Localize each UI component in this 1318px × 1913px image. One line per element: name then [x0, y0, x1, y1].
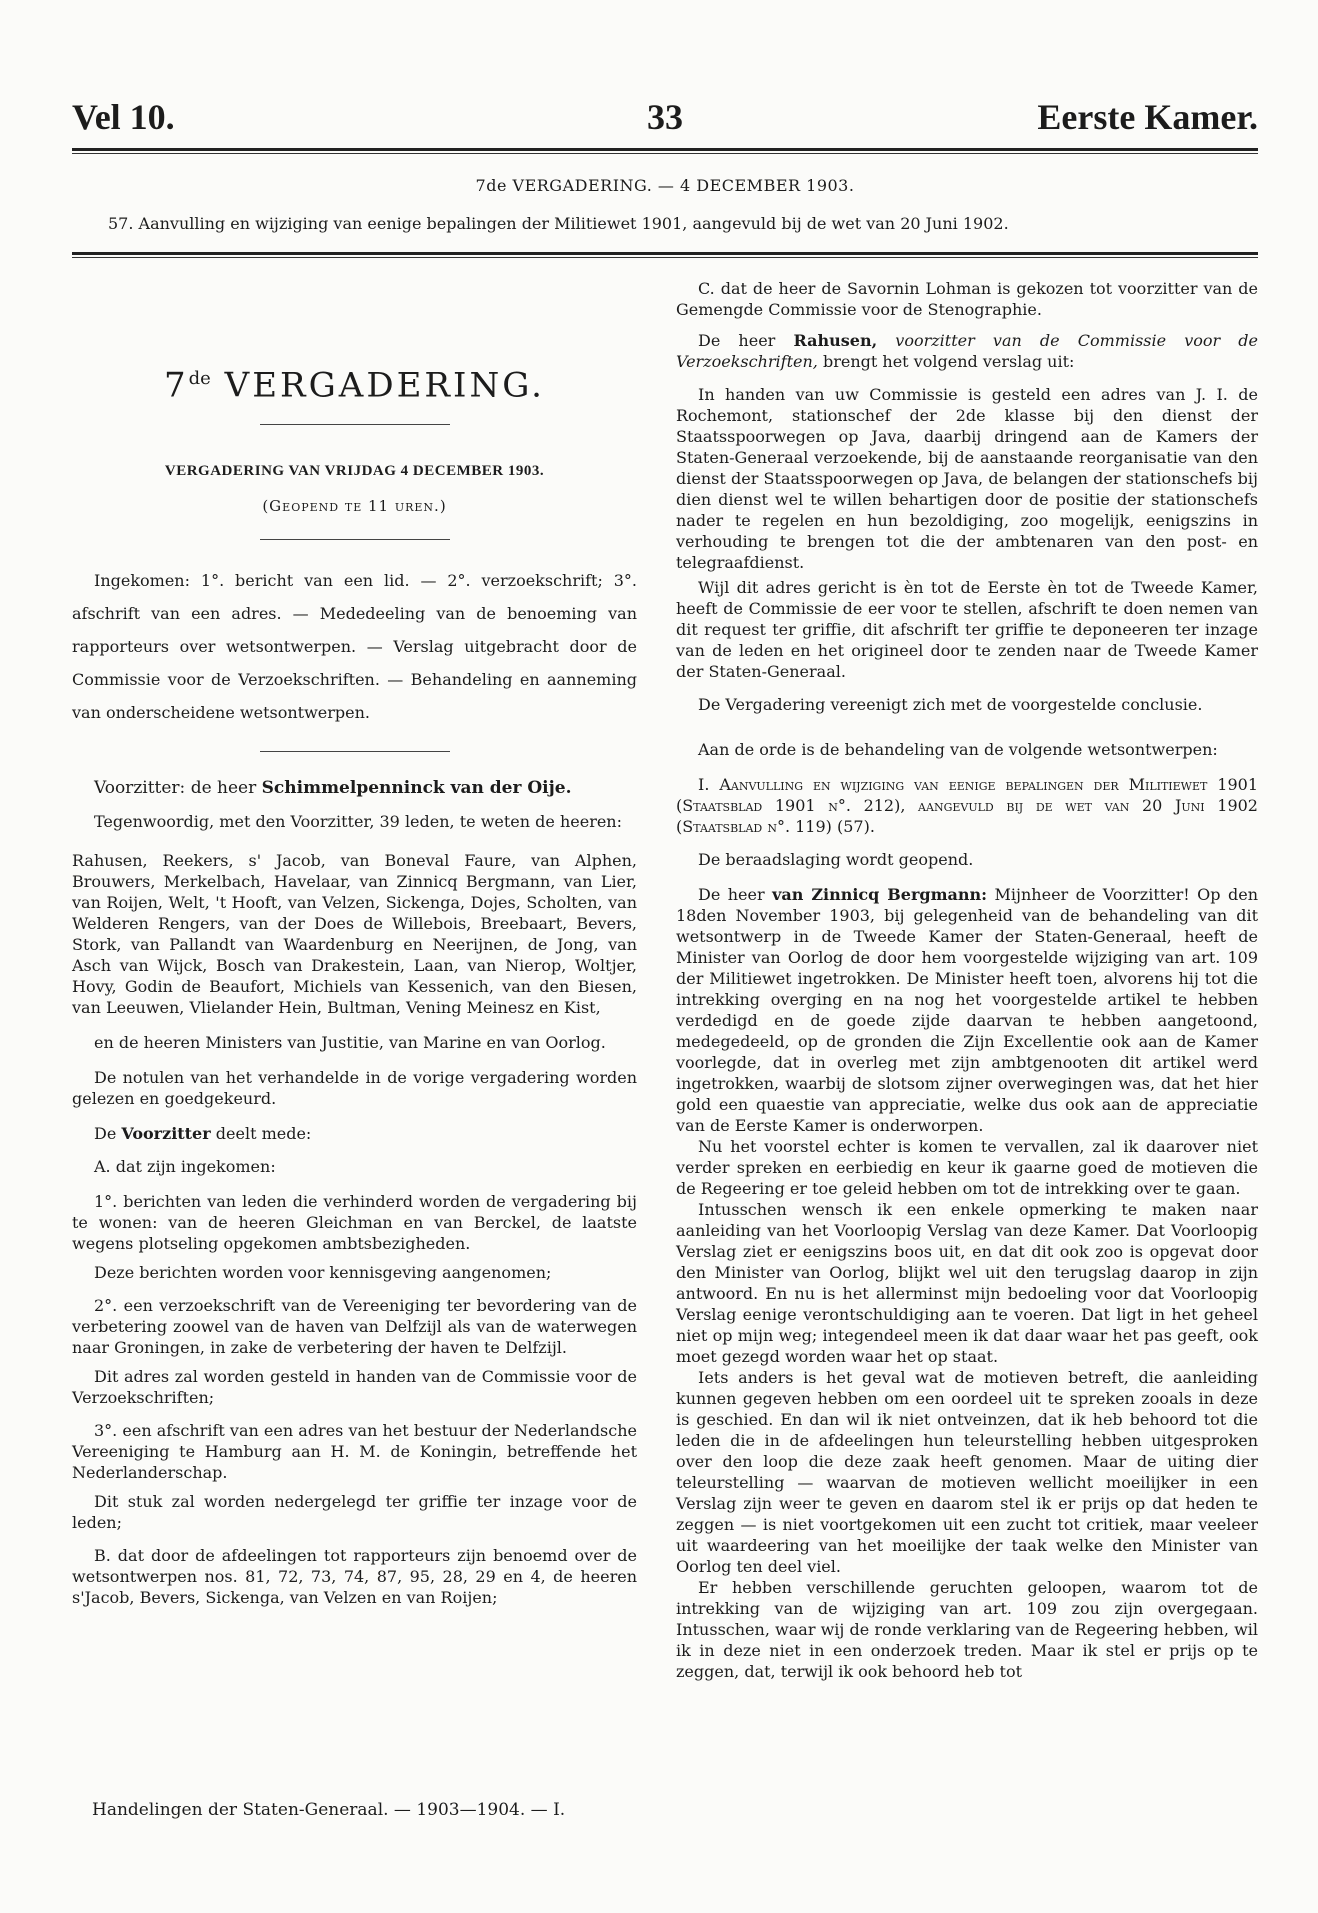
present-line: Tegenwoordig, met den Voorzitter, 39 leden, te weten de heeren: — [94, 812, 622, 832]
speech-paragraph-2: Nu het voorstel echter is komen te vervallen, zal ik daarover niet verder spreken en eerbiedig en keur ik gaarne goed de motieven die de Regeering er toe geleid hebben om tot de intrekking over te gaan. — [676, 1137, 1258, 1198]
chamber-name: Eerste Kamer. — [1037, 97, 1258, 137]
page-footer: Handelingen der Staten-Generaal. — 1903—1904. — I. — [92, 1800, 566, 1820]
chair-line: Voorzitter: de heer Schimmelpenninck van der Oije. — [94, 778, 572, 799]
meeting-subtitle: VERGADERING VAN VRIJDAG 4 DECEMBER 1903. — [164, 463, 545, 480]
speaker-name: van Zinnicq Bergmann: — [772, 885, 988, 904]
speech-paragraph-4: Iets anders is het geval wat de motieven betreft, die aanleiding kunnen gegeven hebben om een oordeel uit te spreken zooals in deze is geschied. En dan wil ik niet ontveinzen, dat ik heb behoord tot die leden die in de afdeelingen hun teleurstelling hebben uitgesproken over den loop die deze zaak heeft genomen. Maar de uiting dier teleurstelling — waarvan de motieven wellicht moeilijker in een Verslag zijn weer te geven en daarom stel ik er prijs op dat heden te zeggen — is niet voortgekomen uit een zucht tot critiek, maar veeleer uit waardeering van het moeilijke der taak welke den Minister van Oorlog ten deel viel. — [676, 1368, 1258, 1576]
rahusen-intro: De heer Rahusen, voorzitter van de Commissie voor de Verzoekschriften, brengt het volgend verslag uit: — [676, 331, 1259, 371]
item-1-note: Deze berichten worden voor kennisgeving aangenomen; — [94, 1263, 552, 1283]
item-b: B. dat door de afdeelingen tot rapporteurs zijn benoemd over de wetsontwerpen nos. 81, 72, 73, 74, 87, 95, 28, 29 en 4, de heeren s'Jacob, Bevers, Sickenga, van Velzen en van Roijen; — [72, 1546, 637, 1608]
ministers-line: en de heeren Ministers van Justitie, van Marine en van Oorlog. — [94, 1033, 606, 1053]
speech-paragraph-3: Intusschen wensch ik een enkele opmerking te maken naar aanleiding van het Voorloopig Verslag van deze Kamer. Dat Voorloopig Verslag ziet er eenigszins boos uit, en dat dit ook zoo is opgevat door den Minister van Oorlog, blijkt wel uit den terugslag daarop in zijn antwoord. En nu is het allerminst mijn bedoeling voor dat Voorloopig Verslag eenige verontschuldiging aan te voeren. Dat ligt in het geheel niet op mijn weg; integendeel meen ik dat daar waar het pas geeft, ook moet gezegd worden waar het op staat. — [676, 1200, 1258, 1366]
opening-time: (Geopend te 11 uren.) — [262, 497, 447, 516]
running-header — [72, 96, 1258, 140]
section-rule-thin — [72, 257, 1258, 258]
report-paragraph-1: In handen van uw Commissie is gesteld een adres van J. I. de Rochemont, stationschef der 2de klasse bij den dienst der Staatsspoorwegen op Java, daarbij dringend aan de Kamers der Staten-Generaal verzoekende, bij de aanstaande reorganisatie van den dienst der Staatsspoorwegen op Java, de belangen der stationschefs bij dien dienst wel te willen behartigen door de positie der stationschefs nader te regelen en hun bezoldiging, zoo mogelijk, eenigszins in verhouding te brengen tot die der ambtenaren van den post- en telegraafdienst. — [676, 385, 1258, 572]
divider — [260, 751, 450, 752]
item-c: C. dat de heer de Savornin Lohman is gekozen tot voorzitter van de Gemengde Commissie voor de Stenographie. — [676, 279, 1258, 319]
bill-i: I. Aanvulling en wijziging van eenige bepalingen der Militiewet 1901 (Staatsblad 1901 n°. 212), aangevuld bij de wet van 20 Juni 1902 (Staatsblad n°. 119) (57). — [676, 775, 1258, 836]
conclusion-line: De Vergadering vereenigt zich met de voorgestelde conclusie. — [698, 695, 1203, 714]
divider — [260, 424, 450, 425]
page-number: 33 — [647, 97, 683, 137]
report-paragraph-2: Wijl dit adres gericht is èn tot de Eerste èn tot de Tweede Kamer, heeft de Commissie de eer voor te stellen, afschrift te doen nemen van dit request ter griffie, dit afschrift ter griffie te deponeeren ter inzage van de leden en het origineel door te zenden naar de Tweede Kamer der Staten-Generaal. — [676, 578, 1258, 681]
item-1: 1°. berichten van leden die verhinderd worden de vergadering bij te wonen: van de heeren Gleichman en van Berckel, de laatste wegens plotseling opgekomen ambtsbezigheden. — [72, 1192, 637, 1254]
bill-line: 57. Aanvulling en wijziging van eenige bepalingen der Militiewet 1901, aangevuld bij de wet van 20 Juni 1902. — [108, 214, 1009, 233]
minutes-paragraph: De notulen van het verhandelde in de vorige vergadering worden gelezen en goedgekeurd. — [72, 1068, 637, 1109]
item-3-note: Dit stuk zal worden nedergelegd ter griffie ter inzage voor de leden; — [72, 1492, 637, 1533]
right-column — [676, 278, 1258, 1682]
section-rule — [72, 252, 1258, 255]
item-3: 3°. een afschrift van een adres van het bestuur der Nederlandsche Vereeniging te Hamburg aan H. M. de Koningin, betreffende het Nederlanderschap. — [72, 1421, 637, 1483]
meeting-header: 7de VERGADERING. — 4 DECEMBER 1903. — [475, 176, 855, 195]
ingekomen-summary: Ingekomen: 1°. bericht van een lid. — 2°. verzoekschrift; 3°. afschrift van een adres. — Mededeeling van de benoeming van rapporteurs over wetsontwerpen. — Verslag uitgebracht door de Commissie voor de Verzoekschriften. — Behandeling en aanneming van onderscheidene wetsontwerpen. — [72, 571, 637, 723]
left-column — [72, 278, 637, 1608]
sheet-number: Vel 10. — [72, 97, 175, 137]
item-2-note: Dit adres zal worden gesteld in handen van de Commissie voor de Verzoekschriften; — [72, 1367, 637, 1408]
members-list: Rahusen, Reekers, s' Jacob, van Boneval Faure, van Alphen, Brouwers, Merkelbach, Havelaar, van Zinnicq Bergmann, van Lier, van Roijen, Welt, 't Hooft, van Velzen, Sickenga, Dojes, Scholten, van Welderen Rengers, van der Does de Willebois, Breebaart, Bevers, Stork, van Pallandt van Waardenburg en Neerijnen, de Jong, van Asch van Wijck, Bosch van Drakestein, Laan, van Nierop, Woltjer, Hovy, Godin de Beaufort, Michiels van Kessenich, van den Biesen, van Leeuwen, Vlielander Hein, Bultman, Vening Meinesz en Kist, — [72, 851, 637, 1018]
chair-name: Schimmelpenninck van der Oije. — [261, 778, 572, 799]
deliberation-line: De beraadslaging wordt geopend. — [698, 850, 974, 869]
speech-paragraph-1: De heer van Zinnicq Bergmann: Mijnheer de Voorzitter! Op den 18den November 1903, bij gelegenheid van de behandeling van dit wetsontwerp in de Tweede Kamer der Staten-Generaal, heeft de Minister van Oorlog de door hem voorgestelde wijziging van art. 109 der Militiewet ingetrokken. De Minister heeft toen, alvorens hij tot die intrekking overging en na nog het voorgestelde artikel te hebben verdedigd en de goede zijde daarvan te hebben aangetoond, medegedeeld, op de gronden die Zijn Excellentie ook aan de Kamer voorlegde, dat in overleg met zijn ambtgenooten dit artikel werd ingetrokken, waarbij de slotsom zijner overwegingen was, dat het hier gold een quaestie van appreciatie, welke dus ook aan de appreciatie van de Eerste Kamer is onderworpen. — [676, 885, 1259, 1135]
header-rule — [72, 148, 1258, 151]
item-2: 2°. een verzoekschrift van de Vereeniging ter bevordering van de verbetering zoowel van de haven van Delfzijl als van de waterwegen naar Groningen, in zake de verbetering der haven te Delfzijl. — [72, 1296, 637, 1358]
chair-announcement: De Voorzitter deelt mede: — [94, 1124, 312, 1144]
header-rule-thin — [72, 153, 1258, 154]
divider — [260, 539, 450, 540]
meeting-title: 7de VERGADERING. — [164, 365, 545, 406]
order-line: Aan de orde is de behandeling van de volgende wetsontwerpen: — [698, 740, 1218, 759]
speech-paragraph-5: Er hebben verschillende geruchten geloopen, waarom tot de intrekking van de wijziging van art. 109 zou zijn overgegaan. Intusschen, waar wij de ronde verklaring van de Regeering hebben, wil ik in deze niet in een onderzoek treden. Maar ik stel er prijs op te zeggen, dat, terwijl ik ook behoord heb tot — [676, 1578, 1258, 1681]
item-a: A. dat zijn ingekomen: — [94, 1157, 276, 1177]
